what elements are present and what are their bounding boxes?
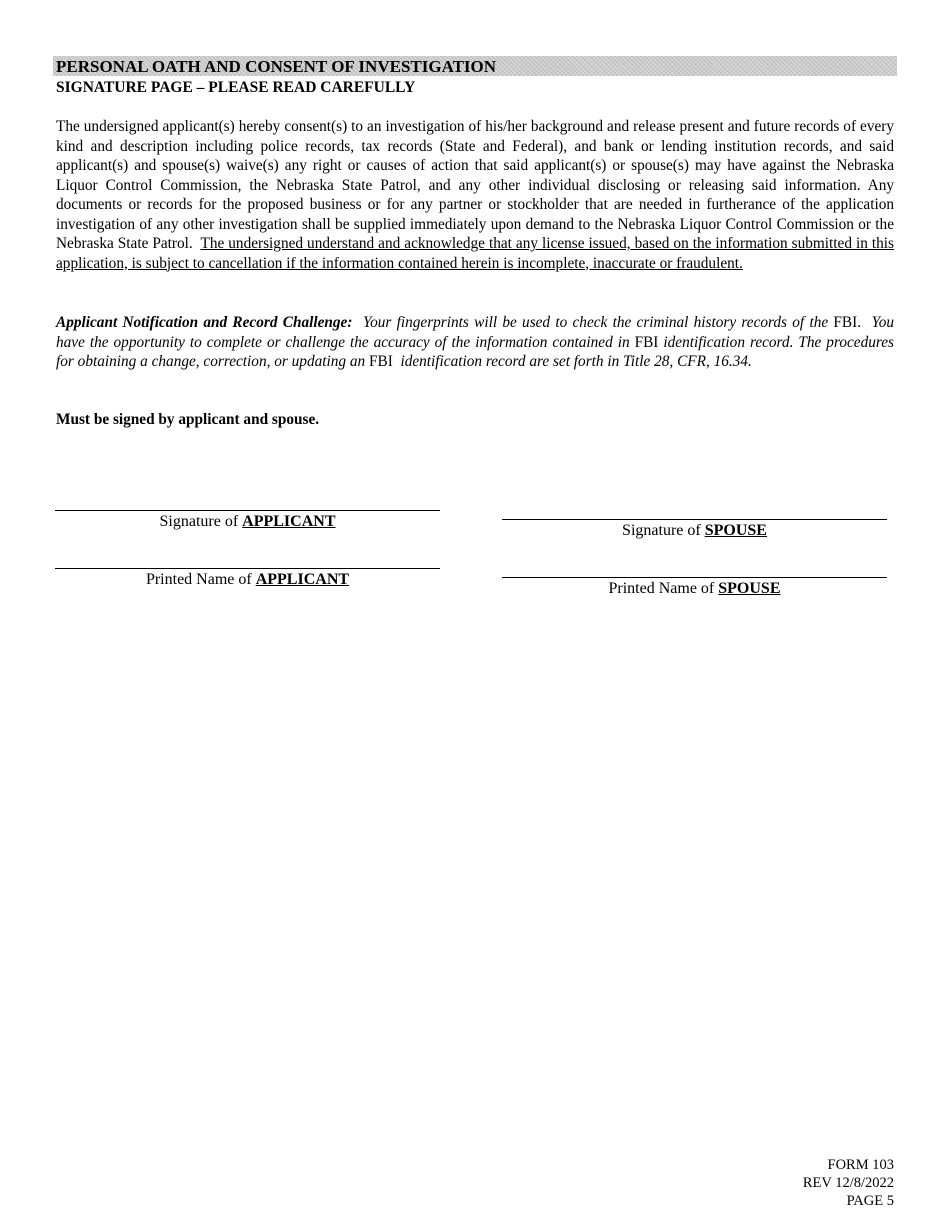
notification-heading: Applicant Notification and Record Challenge: [56, 314, 353, 331]
applicant-signature-prefix: Signature of [159, 513, 239, 530]
fbi-label-2: FBI [634, 333, 659, 351]
page-number: PAGE 5 [846, 1193, 894, 1209]
consent-text: The undersigned applicant(s) hereby consent(s) to an investigation of his/her background and release present and future records of every kind and description including police records, tax records (State and Federal), and bank or lending institution records, and said applicant(s) and spouse(s) waive(s) any right or causes of action that said applicant(s) or spouse(s) may have against the Nebraska Liquor Control Commission, the Nebraska State Patrol, and any other individual disclosing or releasing said information. Any documents or records for the proposed business or for any partner or stockholder that are needed in furtherance of the application investigation of any other investigation shall be supplied immediately upon demand to the Nebraska Liquor Control Commission or the Nebraska State Patrol. [56, 118, 894, 252]
spouse-name-role: SPOUSE [718, 580, 781, 597]
page-subtitle: SIGNATURE PAGE – PLEASE READ CAREFULLY [56, 79, 416, 96]
fbi-label-1: FBI. [833, 314, 862, 331]
applicant-printed-name-line[interactable] [55, 568, 440, 590]
applicant-name-prefix: Printed Name of [145, 571, 252, 588]
notification-text-1: Your fingerprints will be used to check the criminal history records of the [362, 314, 829, 331]
applicant-signature-line[interactable] [55, 510, 440, 532]
consent-acknowledgement: The undersigned understand and acknowledge that any license issued, based on the information submitted in this application, is subject to cancellation if the information contained herein is incomplete, inaccurate or fraudulent. [56, 235, 895, 272]
form-footer [803, 1156, 894, 1210]
spouse-signature-prefix: Signature of [622, 522, 701, 539]
page-title: PERSONAL OATH AND CONSENT OF INVESTIGATION [56, 57, 497, 76]
notification-text-2: You have the opportunity to complete or challenge the accuracy of the information contained in [56, 314, 895, 351]
notification-text-3: identification record. The procedures for obtaining a change, correction, or updating an [56, 333, 894, 370]
applicant-name-role: APPLICANT [255, 571, 350, 588]
notification-paragraph [56, 313, 894, 372]
spouse-signature-role: SPOUSE [704, 522, 767, 539]
spouse-name-prefix: Printed Name of [608, 580, 715, 597]
form-number: FORM 103 [827, 1157, 894, 1173]
notification-text-4: identification record are set forth in Title 28, CFR, 16.34. [400, 353, 752, 370]
form-revision: REV 12/8/2022 [802, 1175, 894, 1191]
consent-paragraph [56, 117, 894, 273]
fbi-label-3: FBI [369, 353, 393, 370]
signature-requirement: Must be signed by applicant and spouse. [56, 411, 320, 428]
applicant-signature-role: APPLICANT [242, 513, 336, 530]
spouse-printed-name-line[interactable] [502, 577, 887, 599]
spouse-signature-line[interactable] [502, 519, 887, 541]
